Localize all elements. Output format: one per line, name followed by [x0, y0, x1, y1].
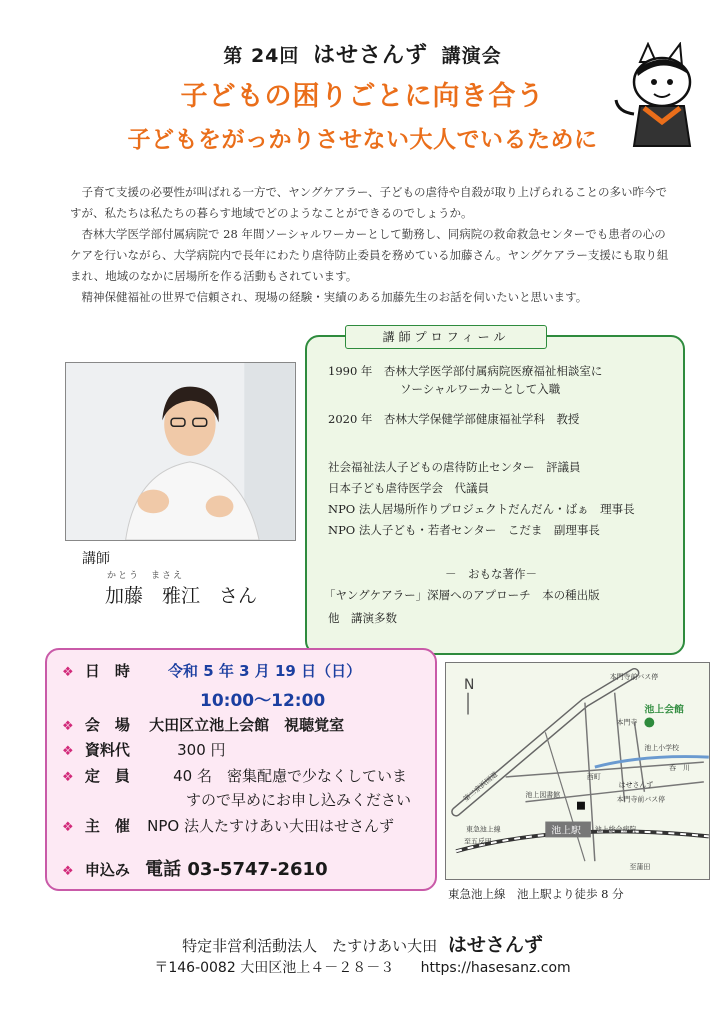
mascot-illustration: [610, 42, 710, 152]
date-label: 日 時: [84, 662, 130, 680]
lecturer-name: 加藤 雅江 さん: [105, 585, 258, 607]
kaikan-label: 池上会館: [644, 704, 684, 716]
host-label: 主 催: [84, 817, 130, 835]
profile-line: 他 講演多数: [328, 611, 397, 625]
intro-paragraph: 精神保健福祉の世界で信頼され、現場の経験・実績のある加藤先生のお話を伺いたいと思います。: [81, 290, 588, 304]
temple-label: 本門寺: [616, 718, 638, 727]
profile-heading: 講師プロフィール: [345, 325, 547, 349]
profile-line: 1990 年 杏林大学医学部付属病院医療福祉相談室に: [328, 364, 603, 378]
website-link[interactable]: https://hasesanz.com: [420, 960, 571, 976]
footer-organization: [0, 930, 725, 957]
hospital-label: 池上総合病院: [594, 825, 637, 834]
profile-line: NPO 法人子ども・若者センター こだま 副理事長: [328, 523, 600, 537]
north-arrow-icon: N: [464, 676, 475, 693]
venue-value: 大田区立池上会館 視聴覚室: [149, 716, 345, 734]
lecturer-label: 講師: [82, 551, 110, 567]
river-label: 呑 川: [669, 764, 690, 773]
station-label: 池上駅: [551, 825, 581, 837]
apply-label: 申込み: [84, 861, 130, 879]
bus-stop-label: 本門寺前バス停: [616, 795, 666, 804]
gotanda-label: 至五反田: [464, 837, 492, 846]
lecturer-photo: [65, 362, 296, 541]
diamond-icon: ❖: [62, 770, 74, 785]
footer-address: [0, 957, 725, 977]
profile-line: 日本子ども虐待医学会 代議員: [328, 481, 489, 495]
intro-text: [70, 182, 670, 308]
access-map: [445, 662, 710, 880]
apply-phone: 電話 03-5747-2610: [145, 859, 328, 880]
capacity-row: [62, 765, 407, 786]
kamata-label: 至蒲田: [629, 863, 651, 872]
fee-row: [62, 739, 226, 760]
capacity-value-cont: すので早めにお申し込みください: [186, 791, 412, 809]
host-row: [62, 815, 394, 836]
date-row: [62, 660, 130, 681]
host-value: NPO 法人たすけあい大田はせさんず: [147, 817, 394, 835]
works-heading: － おもな著作－: [445, 567, 537, 581]
rail-line-label: 東急池上線: [466, 825, 501, 834]
profile-line: NPO 法人居場所作りプロジェクトだんだん・ばぁ 理事長: [328, 502, 635, 516]
map-caption: 東急池上線 池上駅より徒歩 8 分: [448, 887, 624, 901]
date-value: 令和 5 年 3 月 19 日（日）: [168, 662, 362, 680]
school-label: 池上小学校: [644, 744, 679, 753]
diamond-icon: ❖: [62, 820, 74, 835]
profile-line: 社会福祉法人子どもの虐待防止センター 評議員: [328, 460, 581, 474]
org-brand: はせさんず: [447, 934, 543, 956]
lecturer-name-reading: かとう まさえ: [107, 571, 185, 581]
diamond-icon: ❖: [62, 744, 74, 759]
apply-row: [62, 855, 328, 881]
profile-line: ソーシャルワーカーとして入職: [400, 382, 561, 396]
venue-row: [62, 714, 344, 735]
hasesanz-label: はせさんず: [618, 780, 654, 789]
road-label: 第二京浜国道: [462, 770, 500, 804]
brand-name: はせさんず: [313, 42, 429, 68]
fee-value: 300 円: [177, 741, 226, 759]
diamond-icon: ❖: [62, 719, 74, 734]
intro-paragraph: 子育て支援の必要性が叫ばれる一方で、ヤングケアラー、子どもの虐待や自殺が取り上げられることの多い昨今ですが、私たちは私たちの暮らす地域でどのようなことができるのでしょうか。: [70, 185, 667, 220]
event-type: 講演会: [441, 45, 502, 67]
time-value: 10:00～12:00: [200, 691, 326, 711]
session-number: 第 24回: [223, 45, 300, 67]
bus-stop-label: 本門寺前バス停: [609, 672, 659, 681]
intro-paragraph: 杏林大学医学部付属病院で 28 年間ソーシャルワーカーとして勤務し、同病院の救命救急センターでも患者の心のケアを行いながら、大学病院内で長年にわたり虐待防止委員を務めている加藤さん。ヤングケアラー支援にも取り組まれ、地域のなかに居場所を作る活動もされています。: [70, 227, 669, 283]
postal-address: 〒146-0082 大田区池上４－２８－３: [154, 960, 395, 976]
diamond-icon: ❖: [62, 665, 74, 680]
profile-line: 2020 年 杏林大学保健学部健康福祉学科 教授: [328, 412, 580, 426]
capacity-value: 40 名 密集配慮で少なくしていま: [173, 767, 407, 785]
library-label: 池上図書館: [525, 790, 561, 799]
diamond-icon: ❖: [62, 864, 74, 879]
profile-line: 「ヤングケアラー」深層へのアプローチ 本の種出版: [324, 588, 600, 602]
sub-title: 子どもをがっかりさせない大人でいるために: [127, 127, 598, 153]
venue-label: 会 場: [84, 716, 130, 734]
nishimachi-label: 西町: [586, 772, 601, 781]
fee-label: 資料代: [84, 741, 130, 759]
capacity-label: 定 員: [84, 767, 130, 785]
main-title: 子どもの困りごとに向き合う: [180, 81, 545, 112]
org-name: 特定非営利活動法人 たすけあい大田: [182, 937, 438, 955]
